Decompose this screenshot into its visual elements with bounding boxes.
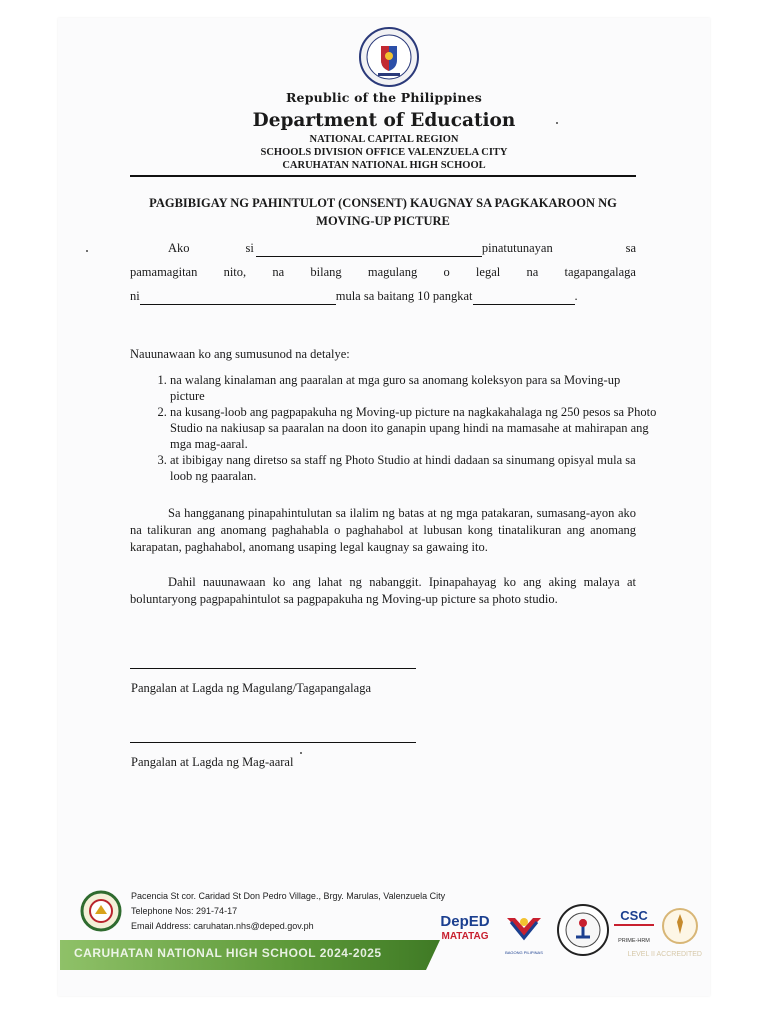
- region-heading: NATIONAL CAPITAL REGION: [309, 134, 459, 145]
- child-name-blank-line[interactable]: [140, 292, 336, 305]
- intro-line-2: pamamagitan nito, na bilang magulang o legal na tagapangalaga: [130, 265, 636, 279]
- prime-hrm-text: PRIME-HRM: [618, 938, 650, 944]
- intro-word-sa: sa: [625, 241, 636, 255]
- intro-line-1: [130, 240, 636, 257]
- deped-matatag-logo: [437, 914, 493, 944]
- intro-word-si: si: [245, 241, 254, 255]
- intro-line-3: [130, 288, 636, 305]
- footer-email: Email Address: caruhatan.nhs@deped.gov.ph: [131, 921, 314, 931]
- republic-heading: Republic of the Philippines: [285, 90, 483, 105]
- division-seal-icon: [556, 903, 610, 957]
- school-logo-icon: [80, 890, 122, 932]
- list-item: 2. na kusang-loob ang pagpapakuha ng Moving-up picture na nagkakahalaga ng 250 pesos sa Photo Studio na nakiusap sa paaralan na doon ito ganapin upang hindi na mamasahe at mahirapan ang mga mag-aaral.: [170, 404, 658, 452]
- consent-paragraph: Dahil nauunawaan ko ang lahat ng nabanggit. Ipinapahayag ko ang aking malaya at boluntaryong pagpapahintulot sa pagpapakuha ng Moving-up picture sa photo studio.: [130, 575, 636, 606]
- footer-banner-text: CARUHATAN NATIONAL HIGH SCHOOL 2024-2025: [74, 946, 382, 960]
- intro-period: .: [574, 289, 578, 303]
- details-list: [148, 372, 658, 484]
- matatag-text: MATATAG: [441, 931, 489, 942]
- waiver-paragraph: Sa hangganang pinapahintulutan sa ilalim ng batas at ng mga patakaran, sumasang-ayon ako na talikuran ang anomang paghahabla o paghahabol at lubusan kong tinatalikuran ang anomang karapatan, paghahabol, anomang usaping legal kaugnay sa gawaing ito.: [130, 506, 636, 554]
- csc-logo: [614, 908, 654, 944]
- level-accreditation-icon: [660, 906, 700, 946]
- parent-signature-label: Pangalan at Lagda ng Magulang/Tagapangalaga: [131, 681, 372, 695]
- footer-address: Pacencia St cor. Caridad St Don Pedro Village., Brgy. Marulas, Valenzuela City: [131, 891, 446, 901]
- department-heading: Department of Education: [252, 110, 516, 131]
- bagong-pilipinas-text: BAGONG PILIPINAS: [505, 950, 543, 955]
- deped-logo-text: DepED: [440, 913, 490, 930]
- level-accredited-text: LEVEL II ACCREDITED: [627, 951, 702, 958]
- intro-word-pinatutunayan: pinatutunayan: [481, 241, 553, 255]
- intro-grade-text: mula sa baitang 10 pangkat: [335, 289, 473, 303]
- section-blank-line[interactable]: [473, 292, 575, 305]
- list-item: 3. at ibibigay nang diretso sa staff ng Photo Studio at hindi dadaan sa sinumang opisyal mula sa loob ng paaralan.: [170, 452, 658, 484]
- footer-telephone: Telephone Nos: 291-74-17: [131, 906, 238, 916]
- intro-word-ako: Ako: [168, 241, 190, 255]
- student-signature-label: Pangalan at Lagda ng Mag-aaral: [131, 755, 294, 769]
- school-heading: CARUHATAN NATIONAL HIGH SCHOOL: [282, 160, 486, 171]
- intro-word-ni: ni: [130, 289, 140, 303]
- deped-seal-icon: [358, 26, 420, 88]
- student-signature-line[interactable]: [130, 742, 416, 743]
- csc-text: CSC: [614, 908, 654, 926]
- bagong-pilipinas-logo-icon: [503, 912, 545, 946]
- document-title: PAGBIBIGAY NG PAHINTULOT (CONSENT) KAUGNAY SA PAGKAKAROON NG MOVING-UP PICTURE: [149, 196, 617, 228]
- header-divider: [130, 175, 636, 177]
- list-item: 1. na walang kinalaman ang paaralan at mga guro sa anomang koleksyon para sa Moving-up picture: [170, 372, 658, 404]
- details-heading: Nauunawaan ko ang sumusunod na detalye:: [130, 347, 350, 361]
- parent-signature-line[interactable]: [130, 668, 416, 669]
- name-blank-line[interactable]: [256, 244, 482, 257]
- division-heading: SCHOOLS DIVISION OFFICE VALENZUELA CITY: [260, 147, 508, 158]
